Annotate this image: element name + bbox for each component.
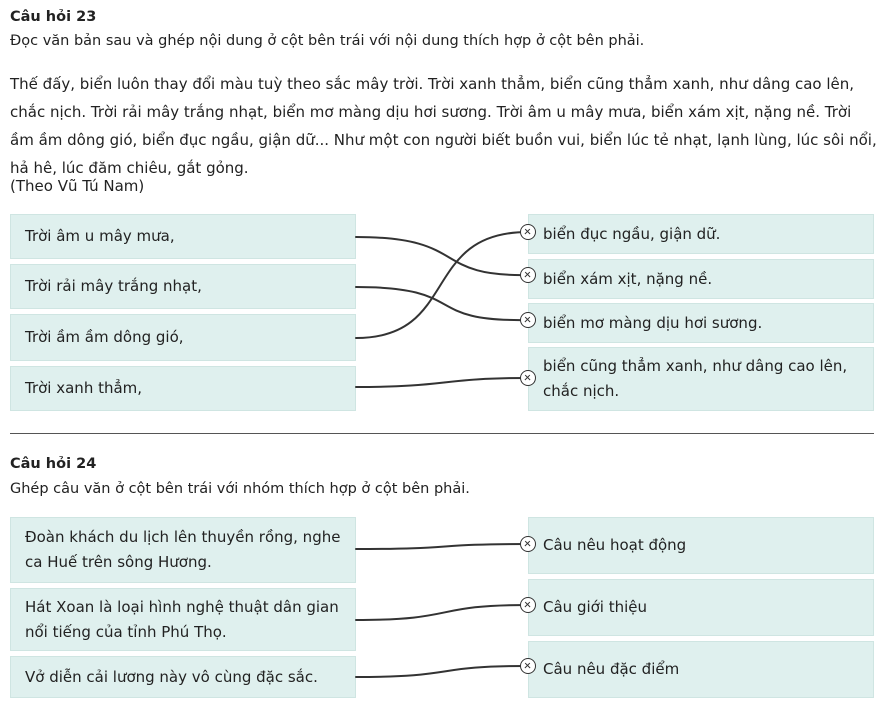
q24-right-item-2[interactable]: Câu giới thiệu	[528, 579, 874, 636]
q23-remove-match-4-icon[interactable]	[520, 370, 536, 386]
q23-connector-1	[356, 237, 528, 275]
q23-passage: Thế đấy, biển luôn thay đổi màu tuỳ theo sắc mây trời. Trời xanh thẳm, biển cũng thẳm xanh, như dâng cao lên, chắc nịch. Trời rải mây trắng nhạt, biển mơ màng dịu hơi sương. Trời âm u mây mưa, biển xám xịt, nặng nề. Trời ầm ầm dông gió, biển đục ngầu, giận dữ... Như một con người biết buồn vui, biển lúc tẻ nhạt, lạnh lùng, lúc sôi nổi, hả hê, lúc đăm chiêu, gắt gỏng.	[10, 75, 877, 177]
question-divider	[10, 433, 874, 434]
q23-remove-match-1-icon[interactable]	[520, 224, 536, 240]
q24-remove-match-2-icon[interactable]	[520, 597, 536, 613]
q24-right-item-1[interactable]: Câu nêu hoạt động	[528, 517, 874, 574]
q23-right-item-2[interactable]: biển xám xịt, nặng nề.	[528, 259, 874, 299]
q23-connector-4	[356, 378, 528, 387]
q24-connector-2	[356, 605, 528, 620]
q24-left-item-3[interactable]: Vở diễn cải lương này vô cùng đặc sắc.	[10, 656, 356, 698]
q24-remove-match-1-icon[interactable]	[520, 536, 536, 552]
q24-right-item-3[interactable]: Câu nêu đặc điểm	[528, 641, 874, 698]
q23-remove-match-2-icon[interactable]	[520, 267, 536, 283]
q23-left-item-4[interactable]: Trời xanh thẳm,	[10, 366, 356, 411]
q24-instruction: Ghép câu văn ở cột bên trái với nhóm thích hợp ở cột bên phải.	[10, 481, 470, 497]
q23-source: (Theo Vũ Tú Nam)	[10, 177, 145, 195]
q24-left-item-1[interactable]: Đoàn khách du lịch lên thuyền rồng, nghe ca Huế trên sông Hương.	[10, 517, 356, 583]
q23-title: Câu hỏi 23	[10, 9, 97, 25]
q24-connector-3	[356, 666, 528, 677]
q24-left-item-2[interactable]: Hát Xoan là loại hình nghệ thuật dân gian nổi tiếng của tỉnh Phú Thọ.	[10, 588, 356, 651]
q23-right-item-3[interactable]: biển mơ màng dịu hơi sương.	[528, 303, 874, 343]
q23-instruction: Đọc văn bản sau và ghép nội dung ở cột bên trái với nội dung thích hợp ở cột bên phải.	[10, 33, 645, 49]
q24-remove-match-3-icon[interactable]	[520, 658, 536, 674]
q23-right-item-1[interactable]: biển đục ngầu, giận dữ.	[528, 214, 874, 254]
q23-right-item-4[interactable]: biển cũng thẳm xanh, như dâng cao lên, chắc nịch.	[528, 347, 874, 411]
q23-left-item-2[interactable]: Trời rải mây trắng nhạt,	[10, 264, 356, 309]
q23-left-item-3[interactable]: Trời ầm ầm dông gió,	[10, 314, 356, 361]
q23-remove-match-3-icon[interactable]	[520, 312, 536, 328]
q23-left-item-1[interactable]: Trời âm u mây mưa,	[10, 214, 356, 259]
q23-connector-2	[356, 287, 528, 320]
q24-connector-1	[356, 544, 528, 549]
q23-connector-3	[356, 232, 528, 338]
q24-title: Câu hỏi 24	[10, 456, 97, 472]
